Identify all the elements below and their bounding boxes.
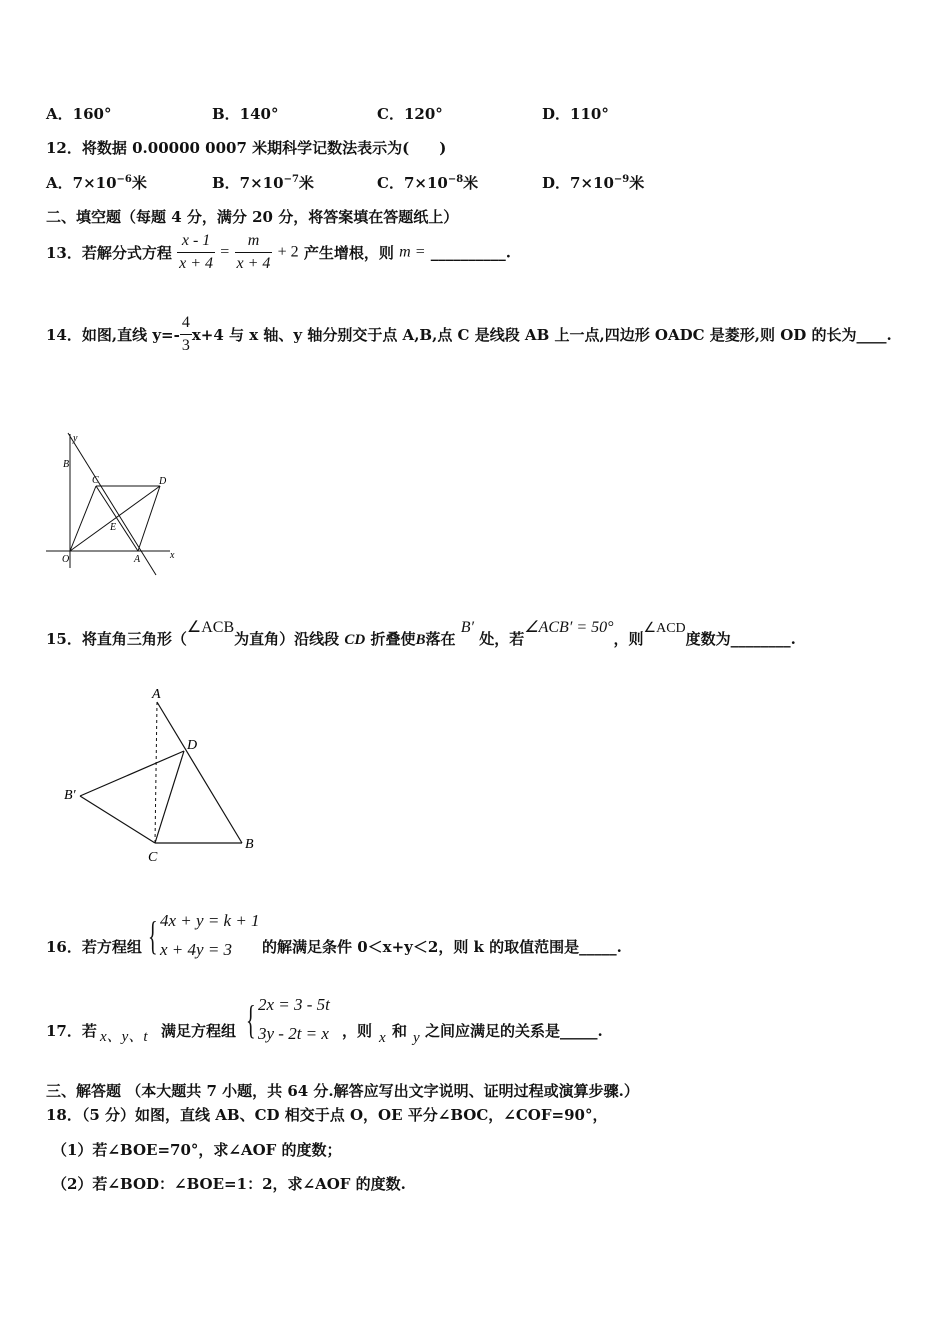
q15-figure	[58, 683, 268, 868]
q11-option-c: C．120°	[377, 105, 443, 123]
label-d: D	[159, 476, 167, 487]
q12-option-d: D．$7\times 10^{-9}$米	[542, 174, 645, 192]
q17-p2: ，则	[342, 1022, 373, 1040]
q15-angle-acd: ∠ACD	[643, 621, 686, 636]
q12-option-b: B．$7\times 10^{-7}$米	[212, 174, 314, 192]
label-y: y	[73, 433, 78, 444]
q16-eq1: 4x + y = k + 1	[160, 911, 260, 930]
q14-fraction: $\frac{4}{3}$	[181, 314, 190, 354]
segment-ab	[157, 702, 242, 843]
q18-stem: 18．（5 分）如图，直线 AB、CD 相交于点 O，OE 平分∠BOC，∠COF=90°，	[46, 1106, 608, 1124]
q13-lhs-fraction: $\frac{x - 1}{x + 4}$	[179, 232, 214, 272]
q17-and: 和	[392, 1022, 408, 1040]
label-o: O	[62, 554, 70, 565]
q14: 14．如图,直线 y=- $\frac{4}{3}$ x+4 与 x 轴、y 轴分别交于点 A,B,点 C 是线段 AB 上一点,四边形 OADC 是菱形,则 OD 的长为____.	[46, 312, 892, 357]
q16-eq2: x + 4y = 3	[160, 940, 233, 959]
label-bprime: B′	[64, 788, 76, 803]
q14-figure	[40, 428, 190, 576]
label-c: C	[148, 850, 158, 865]
q15-angle-acb: ∠ACB	[186, 619, 235, 636]
q18-part2: （2）若∠BOD：∠BOE=1：2，求∠AOF 的度数.	[52, 1175, 406, 1193]
q18-part1: （1）若∠BOE=70°，求∠AOF 的度数；	[52, 1141, 342, 1159]
q17-y: y	[413, 1030, 420, 1046]
segment-bprime-d	[80, 751, 184, 796]
q17-eq2: 3y - 2t = x	[258, 1024, 329, 1043]
q12-option-a: A．$7\times 10^{-6}$米	[46, 174, 147, 192]
q11-option-d: D．110°	[542, 105, 609, 123]
label-b: B	[63, 459, 70, 470]
segment-ca	[96, 486, 138, 551]
section-3-heading: 三、解答题 （本大题共 7 小题，共 64 分.解答应写出文字说明、证明过程或演算步骤.）	[46, 1082, 639, 1100]
segment-da	[138, 486, 160, 551]
label-c: C	[92, 475, 99, 486]
label-a: A	[134, 554, 141, 565]
label-d: D	[187, 738, 198, 753]
q13: 13．若解分式方程 $\frac{x - 1}{x + 4}$ = $\frac{m}{x + 4}$ + 2 产生增根，则 m = __________.	[46, 230, 511, 275]
q11-option-a: A．160°	[46, 105, 112, 123]
segment-ac-dashed	[155, 702, 157, 843]
q17-x: x	[379, 1030, 386, 1046]
q15-bprime: B′	[460, 619, 475, 636]
q11-option-b: B．140°	[212, 105, 279, 123]
q17-eq1: 2x = 3 - 5t	[258, 995, 330, 1014]
q17-prefix: 17．若	[46, 1022, 97, 1040]
q17-suffix: 之间应满足的关系是_____.	[425, 1022, 603, 1040]
label-e: E	[110, 522, 117, 533]
q17-mid: 满足方程组	[161, 1022, 237, 1040]
q16-suffix: 的解满足条件 0＜x+y＜2，则 k 的取值范围是_____.	[262, 938, 622, 956]
q15: 15．将直角三角形（∠ACB为直角）沿线段 CD 折叠使B落在 B′ 处，若∠ACB′ = 50°，则∠ACD度数为________.	[46, 619, 796, 648]
q17-brace: {	[246, 997, 256, 1042]
label-b: B	[245, 837, 254, 852]
label-a: A	[152, 687, 161, 702]
line-ab	[68, 433, 156, 575]
segment-bprime-c	[80, 796, 155, 843]
q16-brace: {	[148, 913, 158, 958]
q13-rhs-fraction: $\frac{m}{x + 4}$	[236, 232, 271, 272]
segment-cd	[155, 751, 184, 843]
q13-prefix: 13．若解分式方程	[46, 243, 172, 262]
label-x: x	[170, 550, 175, 561]
q17-vars: x、y、t	[100, 1029, 148, 1045]
q12-stem: 12．将数据 0.00000 0007 米期科学记数法表示为( )	[46, 139, 447, 157]
q16-prefix: 16．若方程组	[46, 938, 142, 956]
section-2-heading: 二、填空题（每题 4 分，满分 20 分，将答案填在答题纸上）	[46, 208, 459, 226]
q12-option-c: C．$7\times 10^{-8}$米	[377, 174, 479, 192]
q15-condition: ∠ACB′ = 50°	[524, 619, 614, 636]
